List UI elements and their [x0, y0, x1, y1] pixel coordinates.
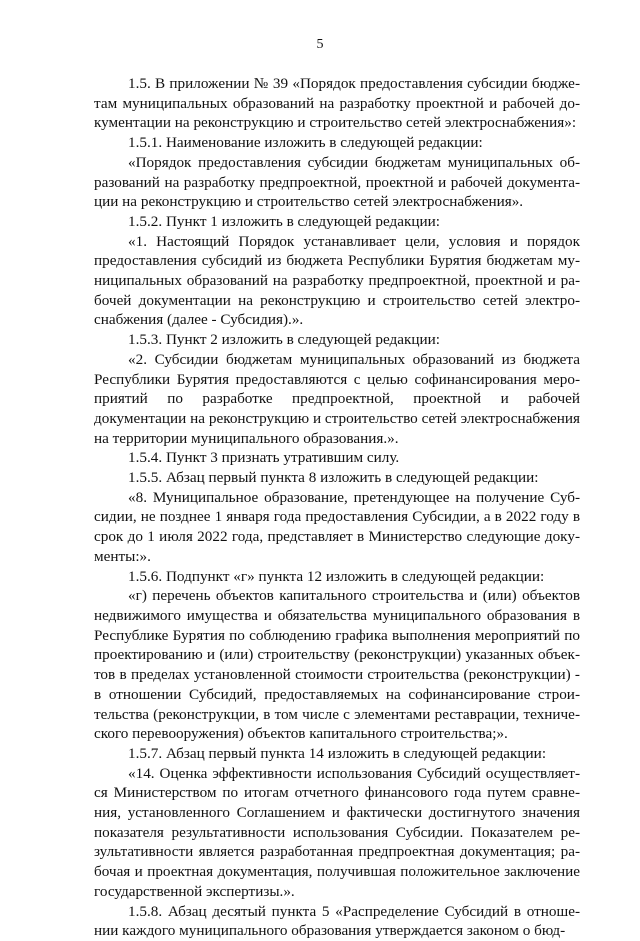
- paragraph-1-5-7: 1.5.7. Абзац первый пункта 14 изложить в следующей редакции:: [128, 744, 547, 762]
- paragraph-1-5-4: 1.5.4. Пункт 3 признать утратившим силу.: [128, 449, 400, 467]
- paragraph-1-5-6: 1.5.6. Подпункт «г» пункта 12 изложить в следующей редакции:: [128, 567, 545, 585]
- paragraph-quote-point-8: «8. Муниципальное образование, претендующее на получение Субсидии, не позднее 1 января года предоставления Субсидии, а в 2022 году в срок до 1 июля 2022 года, представляет в Министерство следующие документы:».: [94, 488, 580, 565]
- paragraph-quote-point-1: «1. Настоящий Порядок устанавливает цели, условия и порядок предоставления субсидий из бюджета Республики Бурятия бюджетам муниципальных образований на разработку предпроектной, проектной и рабочей документации на реконструкцию и строительство сетей электроснабжения (далее - Субсидия).».: [94, 232, 580, 329]
- paragraph-quote-subpoint-g: «г) перечень объектов капитального строительства и (или) объектов недвижимого имущества и обязательства муниципального образования в Республике Бурятия по соблюдению графика выполнения мероприятий по проектированию и (или) строительству (реконструкции) указанных объектов в пределах установленной стоимости строительства (реконструкции) - в отношении Субсидий, предоставляемых на софинансирование строительства (реконструкции, в том числе с элементами реставрации, технического перевооружения) объектов капитального строительства;».: [94, 587, 580, 743]
- paragraph-1-5-1: 1.5.1. Наименование изложить в следующей редакции:: [128, 134, 483, 152]
- paragraph-1-5-3: 1.5.3. Пункт 2 изложить в следующей редакции:: [128, 331, 441, 349]
- paragraph-quote-title: «Порядок предоставления субсидии бюджетам муниципальных образований на разработку предпроектной, проектной и рабочей документации на реконструкцию и строительство сетей электроснабжения».: [94, 153, 580, 211]
- document-body: [94, 74, 580, 941]
- paragraph-1-5-2: 1.5.2. Пункт 1 изложить в следующей редакции:: [128, 212, 441, 230]
- paragraph-1-5-5: 1.5.5. Абзац первый пункта 8 изложить в следующей редакции:: [128, 469, 539, 487]
- paragraph-1-5-8: 1.5.8. Абзац десятый пункта 5 «Распределение Субсидий в отношении каждого муниципального образования утверждается законом о бюд-: [94, 902, 580, 940]
- page-number: 5: [316, 37, 324, 52]
- paragraph-quote-point-2: «2. Субсидии бюджетам муниципальных образований из бюджета Республики Бурятия предоставляются с целью софинансирования мероприятий по разработке предпроектной, проектной и рабочей документации на реконструкцию и строительство сетей электроснабжения на территории муниципального образования.».: [94, 350, 580, 447]
- paragraph-1-5: 1.5. В приложении № 39 «Порядок предоставления субсидии бюджетам муниципальных образований на разработку проектной и рабочей документации на реконструкцию и строительство сетей электроснабжения»:: [94, 75, 580, 132]
- paragraph-quote-point-14: «14. Оценка эффективности использования Субсидий осуществляется Министерством по итогам отчетного финансового года путем сравнения, установленного Соглашением и фактически достигнутого значения показателя результативности использования Субсидии. Показателем результативности является разработанная предпроектная документация; рабочая и проектная документация, получившая положительное заключение государственной экспертизы.».: [94, 764, 580, 900]
